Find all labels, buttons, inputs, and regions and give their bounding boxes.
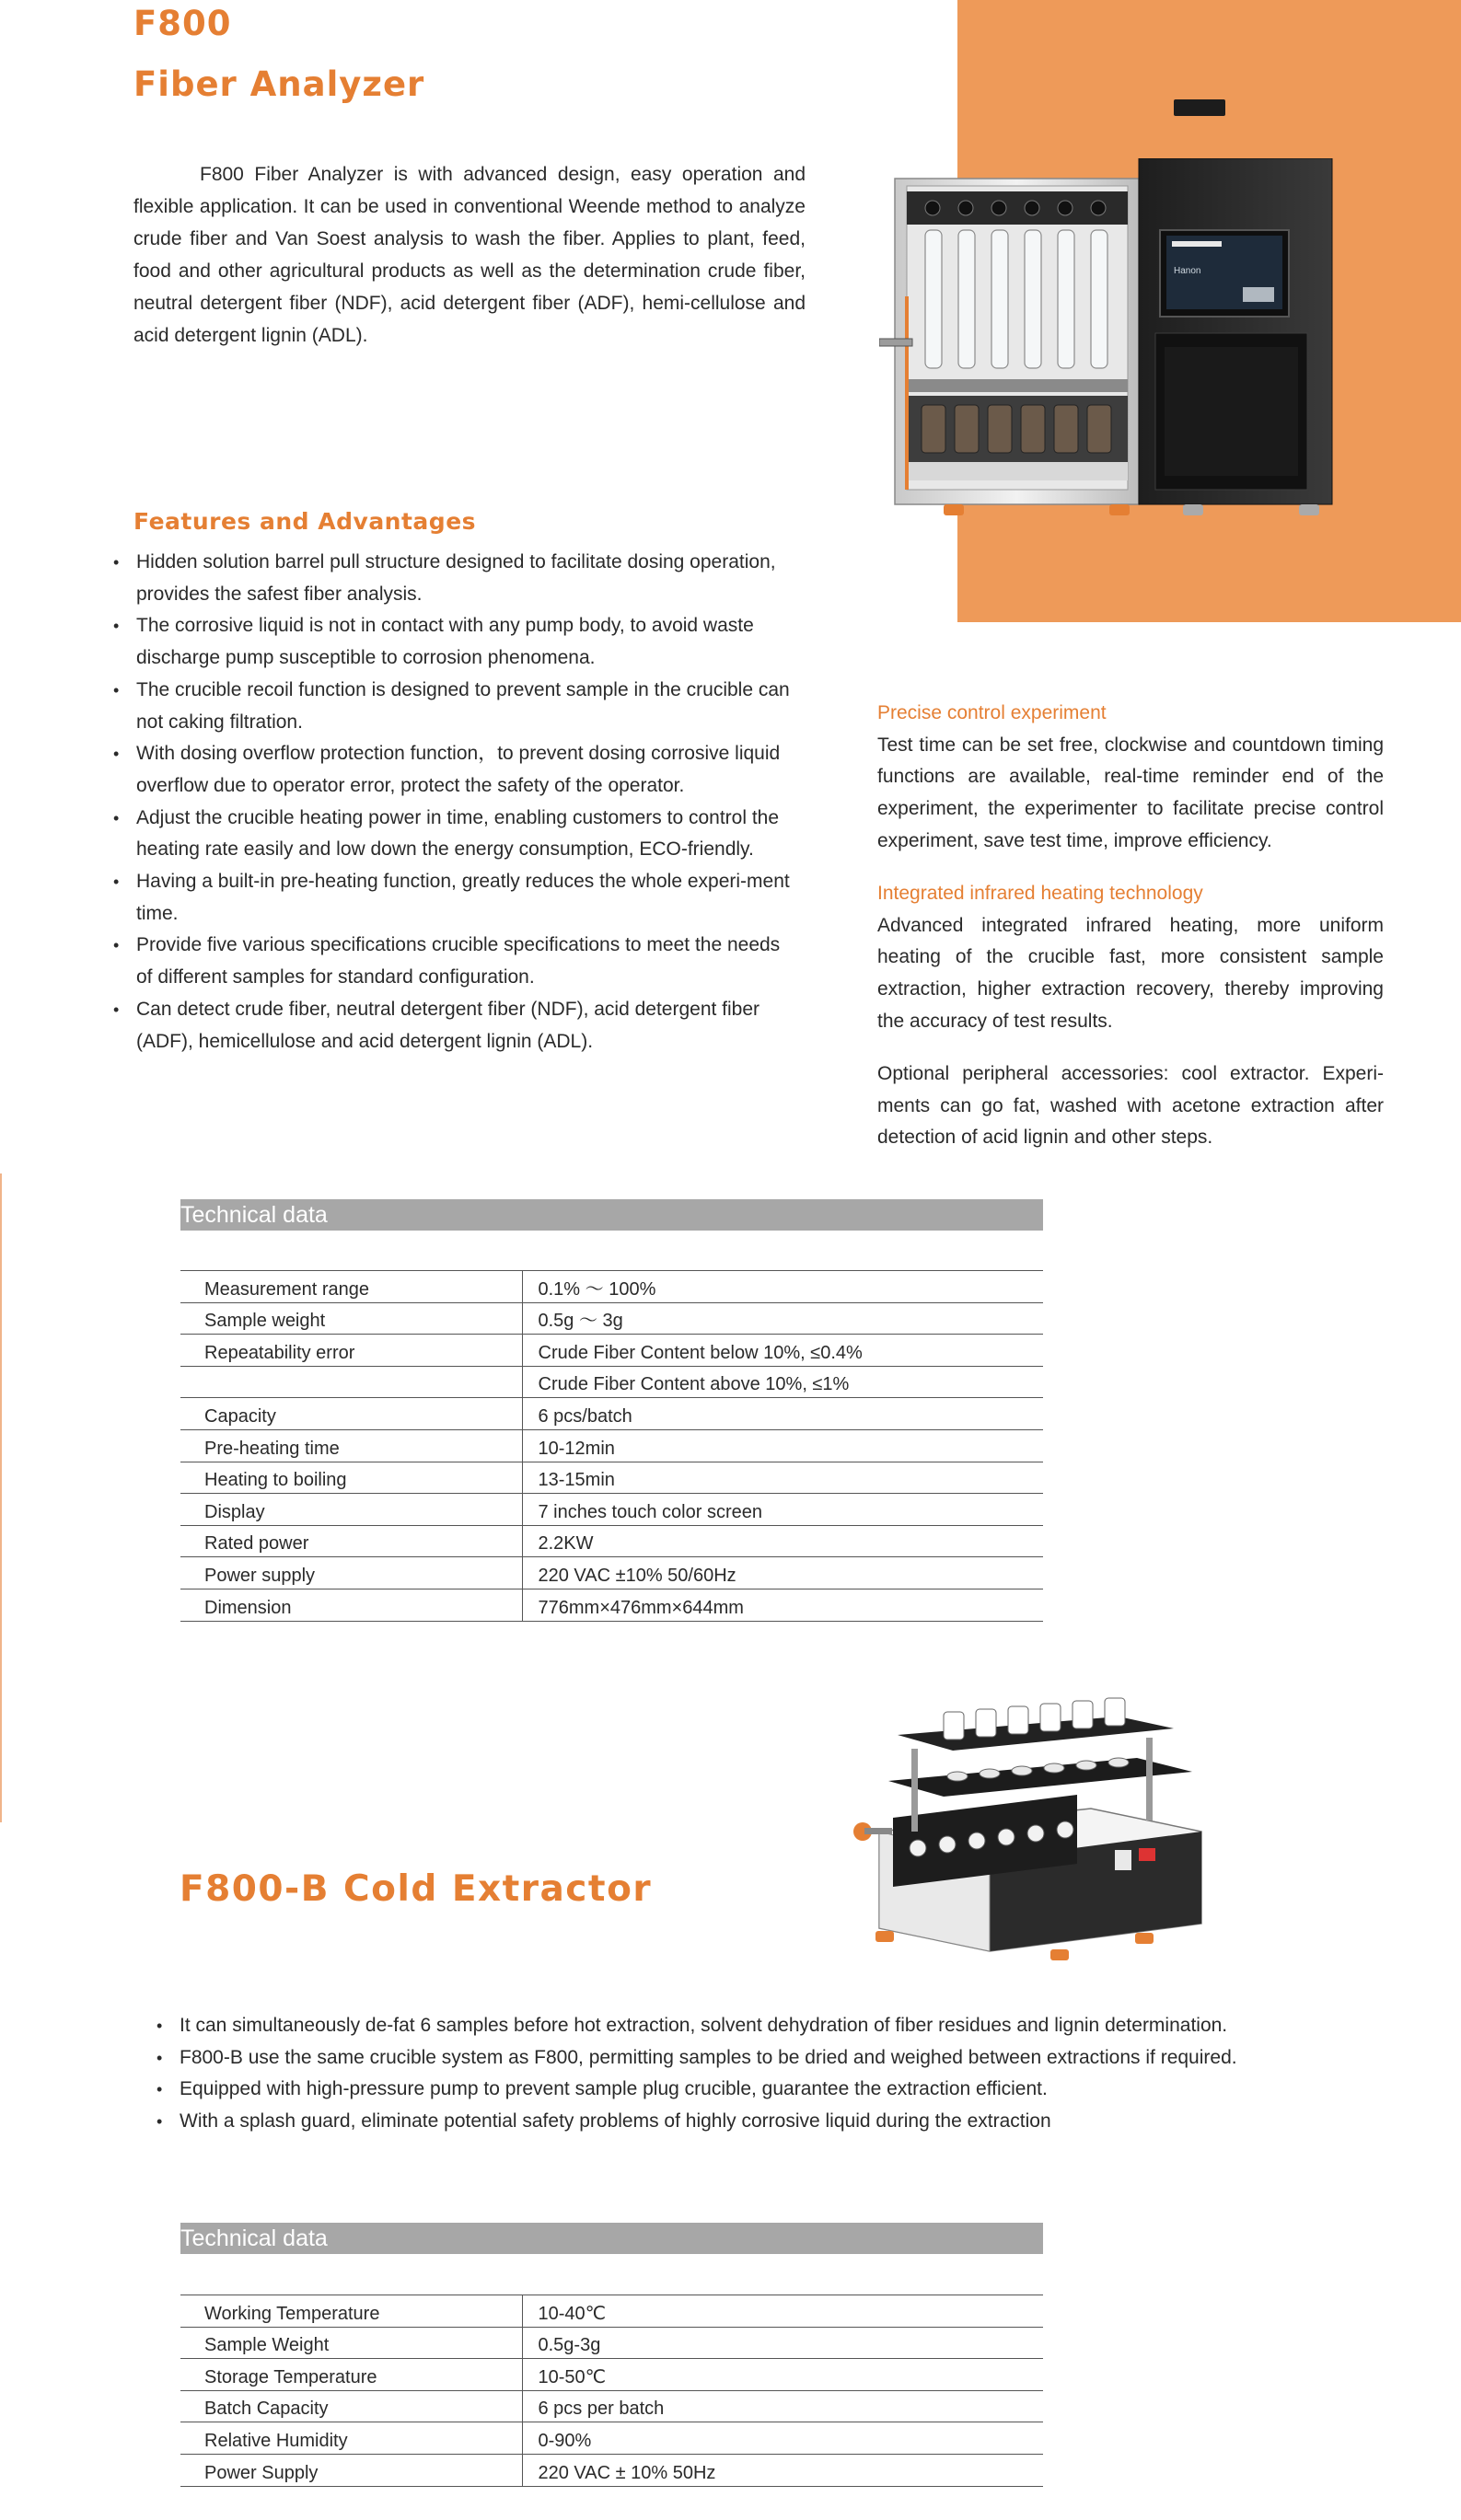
table-row [180,1589,1043,1621]
table-row [180,1335,1043,1367]
spec-key: Batch Capacity [180,2390,522,2422]
spec-value: 6 pcs per batch [522,2390,1043,2422]
spec-key: Sample Weight [180,2327,522,2359]
cold-extractor-title: F800-B Cold Extractor [180,1868,653,1910]
extractor-feature-list [152,2010,1349,2138]
extractor-feature-item: • With a splash guard, eliminate potential safety problems of highly corrosive liquid during the extraction [152,2106,1349,2138]
spec-value: 7 inches touch color screen [522,1494,1043,1526]
features-list [109,547,799,1058]
feature-item: • Can detect crude fiber, neutral detergent fiber (NDF), acid detergent fiber (ADF), hemicellulose and acid detergent lignin (ADL). [109,994,799,1058]
features-heading: Features and Advantages [133,508,477,535]
table-row [180,2295,1043,2328]
spec-key: Dimension [180,1589,522,1621]
spec-value: 0.5g ～ 3g [522,1302,1043,1335]
infrared-block [877,878,1384,1038]
spec-key: Repeatability error [180,1335,522,1367]
spec-key [180,1366,522,1398]
infrared-heading: Integrated infrared heating technology [877,883,1203,904]
extractor-feature-item: • It can simultaneously de-fat 6 samples before hot extraction, solvent dehydration of fiber residues and lignin determination. [152,2010,1349,2042]
table-row [180,1557,1043,1589]
extractor-feature-item: • Equipped with high-pressure pump to prevent sample plug crucible, guarantee the extraction efficient. [152,2074,1349,2106]
spec-value: Crude Fiber Content above 10%, ≤1% [522,1366,1043,1398]
feature-item: • With dosing overflow protection function，to prevent dosing corrosive liquid overflow due to operator error, protect the safety of the operator. [109,738,799,802]
table-row [180,1462,1043,1494]
spec-value: 220 VAC ±10% 50/60Hz [522,1557,1043,1589]
spec-value: 13-15min [522,1462,1043,1494]
table-row [180,2454,1043,2486]
spec-value: 776mm×476mm×644mm [522,1589,1043,1621]
spec-value: 2.2KW [522,1525,1043,1557]
table-row [180,2359,1043,2391]
feature-item: • Hidden solution barrel pull structure designed to facilitate dosing operation, provides the safest fiber analysis. [109,547,799,610]
spec-key: Heating to boiling [180,1462,522,1494]
intro-paragraph: F800 Fiber Analyzer is with advanced design, easy operation and flexible application. It can be used in conventional Weende method to analyze crude fiber and Van Soest analysis to wash the fiber. Applies to plant, feed, food and other agricultural products as well as the determination crude fiber, neutral detergent fiber (NDF), acid detergent fiber (ADF), hemi-cellulose and acid detergent lignin (ADL). [133,164,806,346]
panel-badge [1174,99,1225,116]
spec-value: 10-50℃ [522,2359,1043,2391]
spec-key: Sample weight [180,1302,522,1335]
left-margin-rule [0,1173,2,1822]
spec-value: 6 pcs/batch [522,1398,1043,1430]
optional-accessories-text: Optional peripheral accessories: cool extractor. Experi-ments can go fat, washed with acetone extraction after detection of acid lignin and other steps. [877,1063,1384,1149]
precise-control-text: Test time can be set free, clockwise and countdown timing functions are available, real-time reminder end of the experiment, the experimenter to facilitate precise control experiment, save test time, improve efficiency. [877,734,1384,851]
spec-value: 0.1% ～ 100% [522,1271,1043,1303]
table-row [180,1525,1043,1557]
feature-item: • Having a built-in pre-heating function, greatly reduces the whole experi-ment time. [109,866,799,930]
table-row [180,1302,1043,1335]
table-row [180,1271,1043,1303]
spec-key: Capacity [180,1398,522,1430]
extractor-feature-item: • F800-B use the same crucible system as F800, permitting samples to be dried and weighed between extractions if required. [152,2042,1349,2075]
spec-key: Working Temperature [180,2295,522,2328]
spec-value: 10-12min [522,1429,1043,1462]
infrared-text: Advanced integrated infrared heating, more uniform heating of the crucible fast, more consistent sample extraction, higher extraction recovery, thereby improving the accuracy of test results. [877,914,1384,1032]
extractor-tech-data-table [180,2295,1043,2487]
product-code-title: F800 [133,4,232,43]
table-row [180,2422,1043,2455]
table-row [180,2390,1043,2422]
spec-key: Power supply [180,1557,522,1589]
fiber-analyzer-image [879,158,1349,545]
product-name-title: Fiber Analyzer [133,64,425,104]
tech-data-heading: Technical data [180,1199,1043,1231]
table-row [180,1494,1043,1526]
table-row [180,2327,1043,2359]
precise-control-heading: Precise control experiment [877,702,1107,723]
screen-brand-text: Hanon [1174,266,1201,276]
spec-key: Power Supply [180,2454,522,2486]
optional-accessories-block [877,1058,1384,1154]
tech-data-table [180,1270,1043,1622]
spec-value: 220 VAC ± 10% 50Hz [522,2454,1043,2486]
table-row [180,1429,1043,1462]
cold-extractor-image [842,1693,1220,1974]
spec-key: Relative Humidity [180,2422,522,2455]
spec-key: Measurement range [180,1271,522,1303]
spec-value: 0.5g-3g [522,2327,1043,2359]
feature-item: • Adjust the crucible heating power in time, enabling customers to control the heating rate easily and low down the energy consumption, ECO-friendly. [109,803,799,866]
spec-key: Rated power [180,1525,522,1557]
spec-key: Storage Temperature [180,2359,522,2391]
intro-text [133,158,806,352]
table-row [180,1398,1043,1430]
feature-item: • The corrosive liquid is not in contact with any pump body, to avoid waste discharge pump susceptible to corrosion phenomena. [109,610,799,674]
precise-control-block [877,698,1384,858]
spec-value: 0-90% [522,2422,1043,2455]
extractor-tech-data-heading: Technical data [180,2223,1043,2254]
spec-key: Display [180,1494,522,1526]
table-row [180,1366,1043,1398]
spec-value: 10-40℃ [522,2295,1043,2328]
feature-item: • The crucible recoil function is designed to prevent sample in the crucible can not caking filtration. [109,675,799,738]
feature-item: • Provide five various specifications crucible specifications to meet the needs of different samples for standard configuration. [109,930,799,993]
spec-key: Pre-heating time [180,1429,522,1462]
spec-value: Crude Fiber Content below 10%, ≤0.4% [522,1335,1043,1367]
